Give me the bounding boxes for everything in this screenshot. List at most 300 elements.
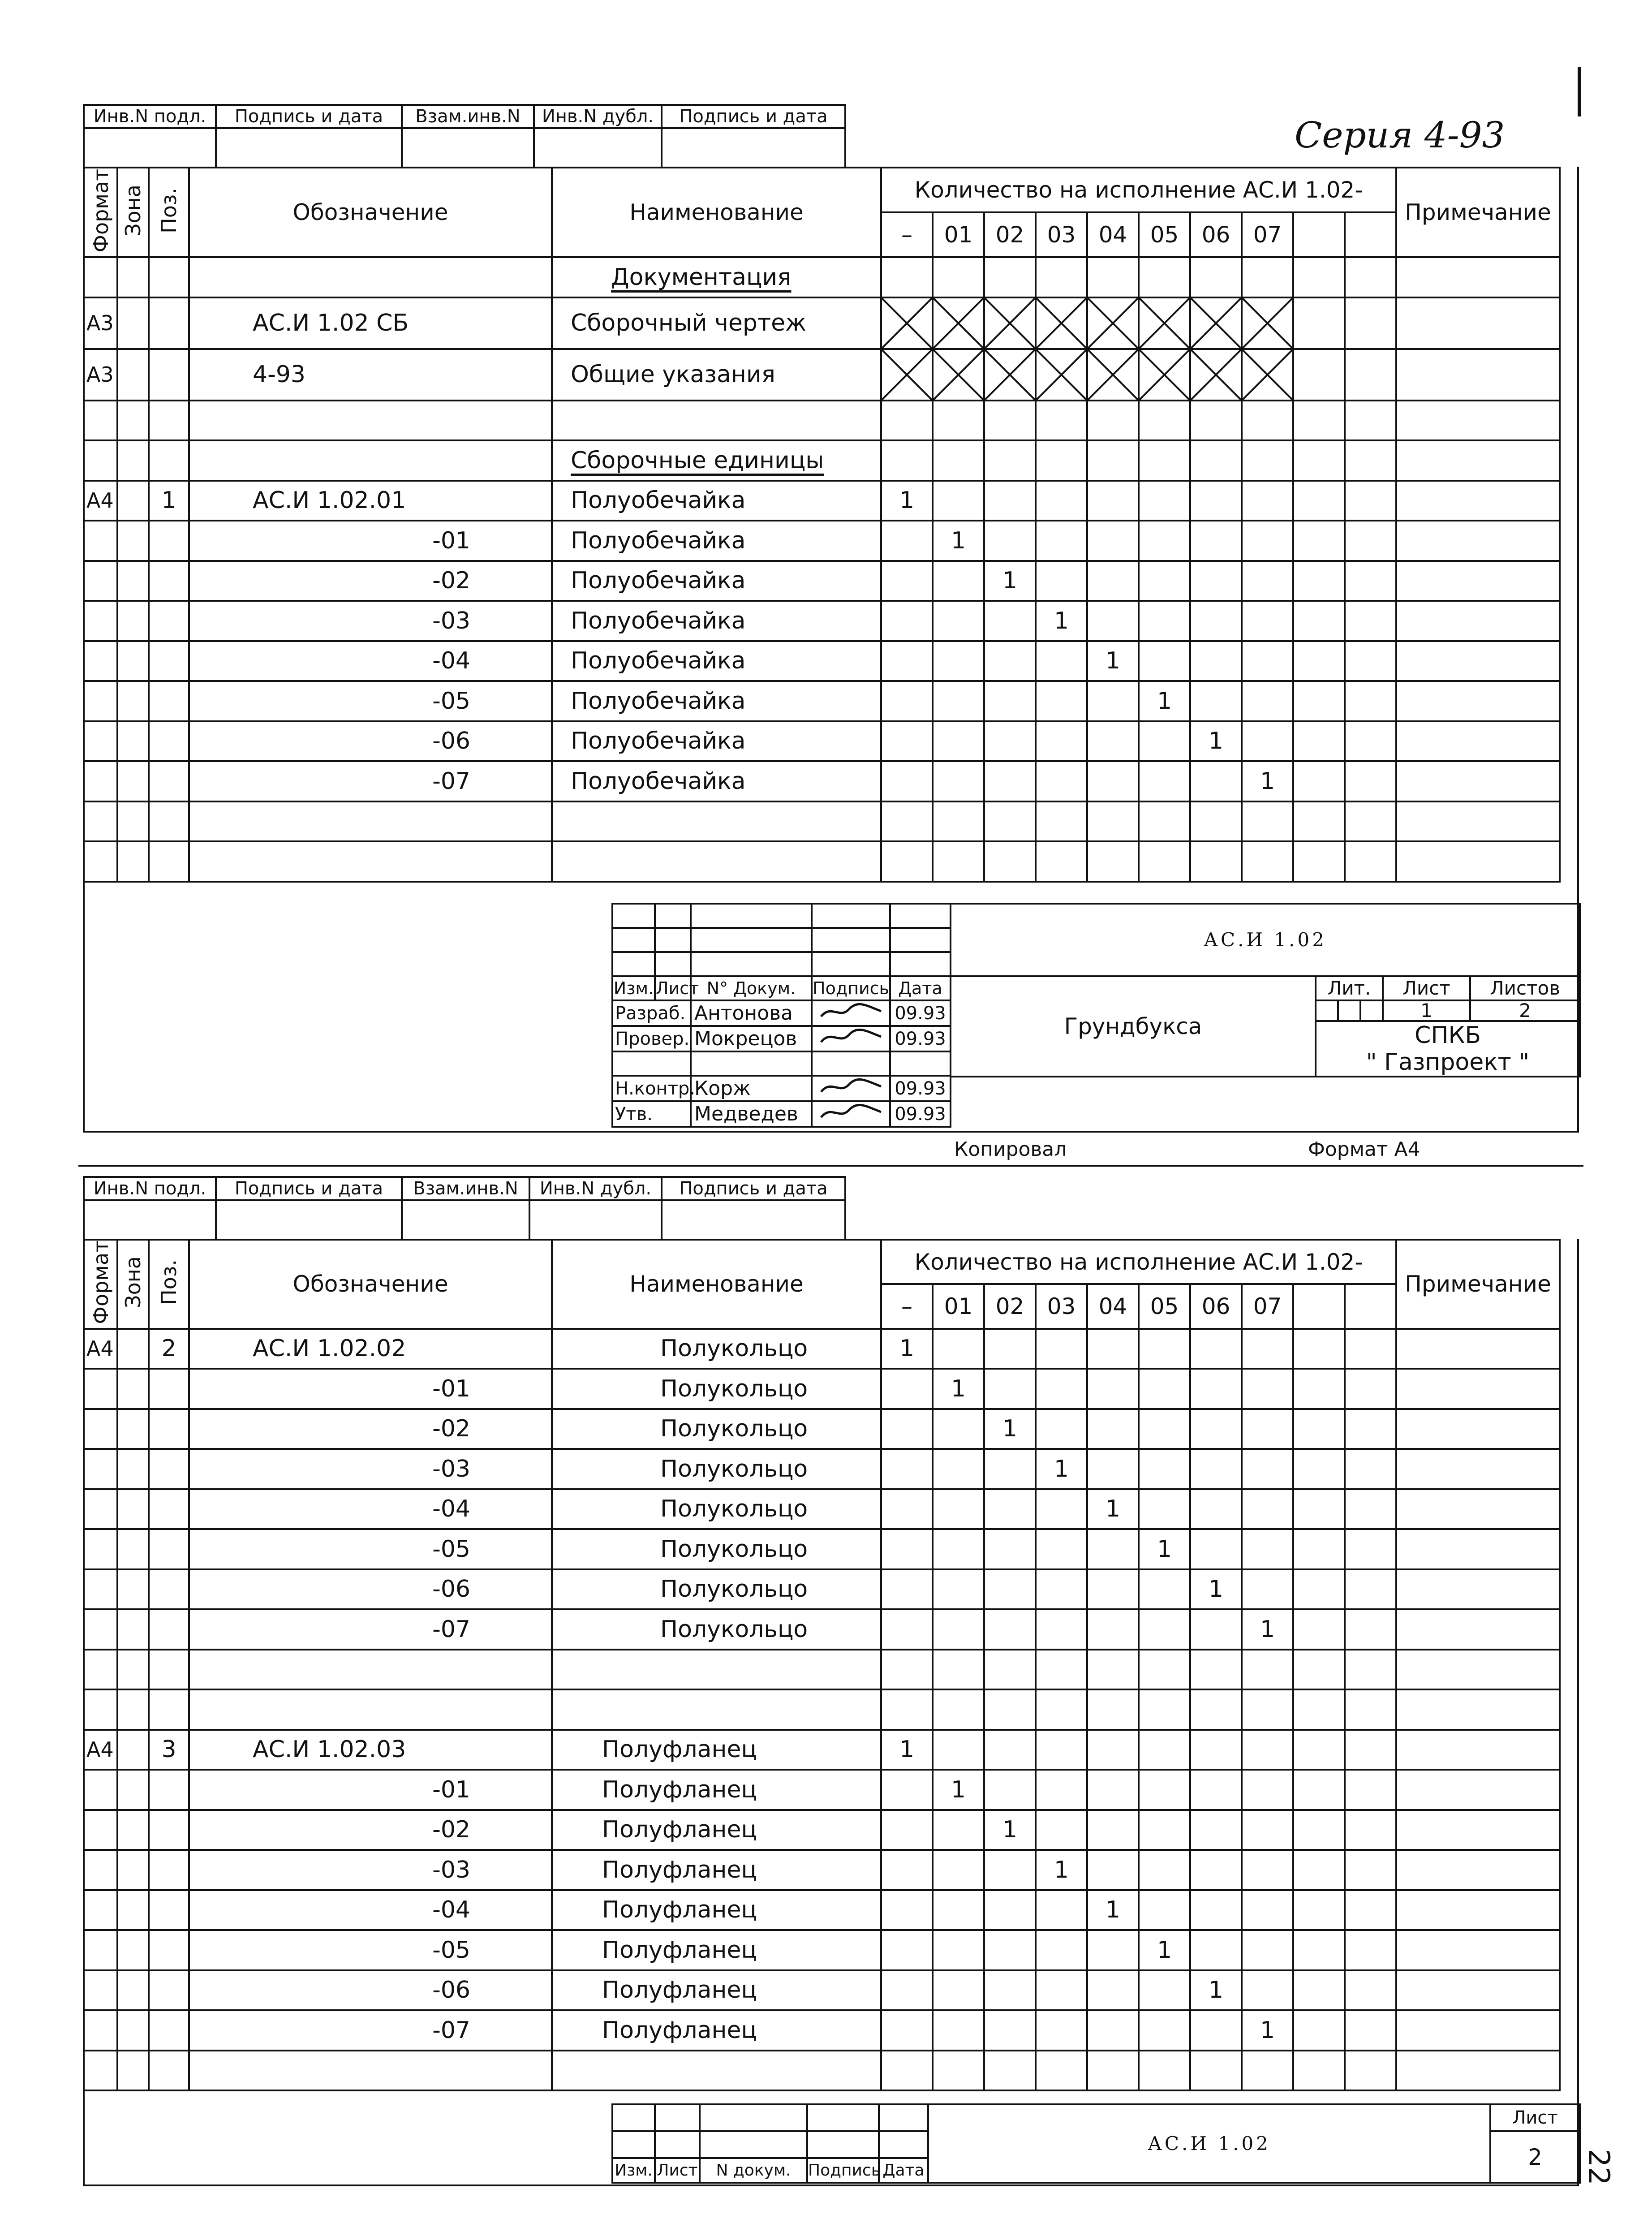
col-qty-0: –: [881, 1284, 933, 1328]
cell-format: А3: [84, 349, 117, 401]
cell-qty-6: [1190, 1850, 1242, 1890]
stamp2-hdr-0: Изм.: [612, 2158, 655, 2183]
cell-qty-3: [1036, 1609, 1087, 1650]
cell-name: [552, 257, 881, 297]
cell-qty-0: [881, 721, 933, 762]
cell-qty-0: [881, 521, 933, 561]
lists-value: 2: [1470, 1000, 1580, 1021]
cell-qty-0: [881, 601, 933, 641]
cell-name: Полуобечайка: [552, 601, 881, 641]
cell-qty-9: [1345, 1730, 1396, 1770]
col-zone: Зона: [117, 1240, 149, 1329]
stamp-date: 09.93: [890, 1000, 951, 1026]
cell-qty-9: [1345, 1569, 1396, 1610]
cell-note: [1396, 1689, 1560, 1730]
cell-qty-4: [1087, 481, 1139, 521]
sheet1-archive-header: [83, 104, 846, 168]
cell-qty-0: [881, 1409, 933, 1449]
cell-designation: -06: [189, 1569, 552, 1610]
cell-pos: [149, 257, 189, 297]
cell-designation: -07: [189, 1609, 552, 1650]
cell-qty-5: [1139, 401, 1190, 441]
cell-designation: АС.И 1.02.01: [189, 481, 552, 521]
cell-qty-5: [1139, 2051, 1190, 2091]
signature: [812, 1026, 890, 1051]
cell-pos: [149, 1770, 189, 1810]
cell-qty-6: 1: [1190, 1569, 1242, 1610]
cross-mark: [985, 298, 1035, 348]
cell-qty-5: [1139, 1369, 1190, 1409]
cell-note: [1396, 440, 1560, 481]
org-line-2: " Газпроект ": [1316, 1049, 1580, 1077]
cell-qty-2: [984, 401, 1036, 441]
stamp-person-name: [691, 1051, 812, 1076]
sheet-separator: [78, 1165, 1583, 1167]
cell-qty-8: [1293, 561, 1345, 601]
stamp-date: 09.93: [890, 1076, 951, 1101]
cell-qty-8: [1293, 1650, 1345, 1690]
cell-qty-3: [1036, 481, 1087, 521]
cell-qty-1: [933, 681, 984, 721]
cell-qty-4: [1087, 297, 1139, 349]
stamp2-hdr-3: Подпись: [807, 2158, 879, 2183]
cell-format: [84, 1890, 117, 1930]
cell-designation: -02: [189, 1810, 552, 1850]
stamp-date: 09.93: [890, 1101, 951, 1127]
cell-qty-0: [881, 1489, 933, 1530]
cell-format: [84, 641, 117, 681]
cell-qty-6: [1190, 681, 1242, 721]
cell-qty-7: [1242, 1569, 1293, 1610]
cell-qty-2: [984, 297, 1036, 349]
cell-qty-7: [1242, 1770, 1293, 1810]
cross-mark: [1243, 298, 1292, 348]
cell-qty-8: [1293, 601, 1345, 641]
cell-qty-9: [1345, 761, 1396, 801]
cell-format: [84, 521, 117, 561]
col-format: Формат: [84, 168, 117, 257]
cell-pos: 2: [149, 1329, 189, 1369]
cell-qty-7: [1242, 521, 1293, 561]
spec-row: [84, 601, 1560, 641]
cell-qty-2: [984, 481, 1036, 521]
col-qty-5: 05: [1139, 1284, 1190, 1328]
cell-designation: -03: [189, 601, 552, 641]
cell-qty-2: [984, 761, 1036, 801]
cell-pos: [149, 1569, 189, 1610]
cell-qty-8: [1293, 761, 1345, 801]
spec-row: [84, 1329, 1560, 1369]
hdr-sign-date-2: Подпись и дата: [662, 105, 845, 128]
section-heading: Документация: [611, 263, 792, 291]
cell-qty-0: [881, 681, 933, 721]
cell-qty-8: [1293, 641, 1345, 681]
cell-pos: [149, 1930, 189, 1970]
spec-row: [84, 2051, 1560, 2091]
cell-qty-3: 1: [1036, 1449, 1087, 1489]
cell-pos: [149, 401, 189, 441]
spec-row: [84, 1529, 1560, 1569]
cell-qty-8: [1293, 1329, 1345, 1369]
cell-zone: [117, 1970, 149, 2011]
spec-row: [84, 401, 1560, 441]
cell-qty-0: [881, 1369, 933, 1409]
cell-qty-2: [984, 349, 1036, 401]
cell-qty-4: [1087, 440, 1139, 481]
cell-name: Полукольцо: [552, 1329, 881, 1369]
cell-qty-4: [1087, 601, 1139, 641]
cell-qty-1: [933, 1850, 984, 1890]
cell-qty-3: [1036, 1810, 1087, 1850]
cell-qty-0: [881, 841, 933, 882]
cell-name: Общие указания: [552, 349, 881, 401]
cell-qty-9: [1345, 841, 1396, 882]
cell-qty-2: [984, 1850, 1036, 1890]
cell-qty-8: [1293, 1569, 1345, 1610]
cell-qty-0: [881, 561, 933, 601]
cell-note: [1396, 2051, 1560, 2091]
cell-qty-1: [933, 1810, 984, 1850]
cell-qty-5: [1139, 1770, 1190, 1810]
cell-qty-3: [1036, 440, 1087, 481]
cell-qty-7: [1242, 1850, 1293, 1890]
cell-qty-6: [1190, 561, 1242, 601]
cell-format: [84, 1650, 117, 1690]
cell-qty-3: [1036, 841, 1087, 882]
cell-qty-8: [1293, 1890, 1345, 1930]
col-designation: Обозначение: [189, 168, 552, 257]
cell-qty-9: [1345, 1890, 1396, 1930]
cell-format: А4: [84, 481, 117, 521]
cross-mark: [1191, 350, 1241, 400]
col-qty-9: [1345, 1284, 1396, 1328]
cell-qty-7: [1242, 1529, 1293, 1569]
cell-qty-7: [1242, 1369, 1293, 1409]
col-qty-7: 07: [1242, 212, 1293, 257]
stamp-hdr-0: Изм.: [612, 976, 655, 1000]
cell-qty-1: [933, 841, 984, 882]
cell-qty-9: [1345, 801, 1396, 842]
cell-designation: 4-93: [189, 349, 552, 401]
cell-qty-2: 1: [984, 561, 1036, 601]
col-qty-4: 04: [1087, 1284, 1139, 1328]
cell-pos: [149, 1890, 189, 1930]
cell-qty-0: [881, 349, 933, 401]
spec-row: [84, 641, 1560, 681]
cell-note: [1396, 297, 1560, 349]
spec-row: [84, 1810, 1560, 1850]
cell-qty-2: [984, 440, 1036, 481]
cell-qty-8: [1293, 1529, 1345, 1569]
product-title: Грундбукса: [951, 976, 1316, 1077]
hdr-inv-dubl: Инв.N дубл.: [534, 105, 662, 128]
cell-qty-6: [1190, 2010, 1242, 2051]
spec-row: [84, 1369, 1560, 1409]
cell-qty-5: 1: [1139, 681, 1190, 721]
signature: [812, 1076, 890, 1101]
cell-qty-7: [1242, 349, 1293, 401]
cell-zone: [117, 297, 149, 349]
col-qty-8: [1293, 212, 1345, 257]
spec-row: [84, 297, 1560, 349]
cell-qty-4: [1087, 1850, 1139, 1890]
cell-name: Полуобечайка: [552, 761, 881, 801]
cell-qty-7: [1242, 1650, 1293, 1690]
cell-qty-4: [1087, 801, 1139, 842]
cell-qty-4: [1087, 257, 1139, 297]
col-format: Формат: [84, 1240, 117, 1329]
cell-qty-7: [1242, 1970, 1293, 2011]
cell-qty-6: [1190, 1689, 1242, 1730]
cell-format: А4: [84, 1329, 117, 1369]
cell-qty-6: [1190, 440, 1242, 481]
cell-qty-9: [1345, 721, 1396, 762]
cell-format: [84, 2010, 117, 2051]
stamp2-hdr-1: Лист: [655, 2158, 700, 2183]
signature-scribble: [817, 1077, 885, 1097]
cell-qty-5: [1139, 721, 1190, 762]
cell-pos: [149, 1449, 189, 1489]
stamp-person-name: Медведев: [691, 1101, 812, 1127]
cell-format: [84, 721, 117, 762]
cell-qty-3: [1036, 2010, 1087, 2051]
cell-qty-5: [1139, 1850, 1190, 1890]
cell-qty-1: [933, 1609, 984, 1650]
cell-qty-2: [984, 1609, 1036, 1650]
cell-qty-0: [881, 257, 933, 297]
cross-mark: [985, 350, 1035, 400]
cell-qty-3: [1036, 1569, 1087, 1610]
cell-format: [84, 841, 117, 882]
cell-qty-3: [1036, 761, 1087, 801]
cell-format: [84, 681, 117, 721]
cell-qty-2: [984, 801, 1036, 842]
spec-row: [84, 1930, 1560, 1970]
spec-row: [84, 1609, 1560, 1650]
cell-qty-5: [1139, 349, 1190, 401]
cell-format: [84, 1689, 117, 1730]
cell-qty-4: [1087, 521, 1139, 561]
cell-format: [84, 401, 117, 441]
list-label-2: Лист: [1490, 2104, 1580, 2131]
spec-row: [84, 1970, 1560, 2011]
cell-qty-3: [1036, 521, 1087, 561]
cell-qty-8: [1293, 1409, 1345, 1449]
cell-qty-0: [881, 2051, 933, 2091]
cell-qty-7: [1242, 721, 1293, 762]
cell-qty-3: [1036, 721, 1087, 762]
cell-qty-8: [1293, 1810, 1345, 1850]
col-qty-8: [1293, 1284, 1345, 1328]
cell-qty-3: [1036, 1930, 1087, 1970]
cell-qty-8: [1293, 401, 1345, 441]
cell-designation: [189, 257, 552, 297]
cell-pos: [149, 349, 189, 401]
cross-mark: [1140, 350, 1189, 400]
cell-qty-7: [1242, 481, 1293, 521]
cell-qty-1: [933, 761, 984, 801]
spec-row: [84, 561, 1560, 601]
col-qty-3: 03: [1036, 212, 1087, 257]
cross-mark: [1037, 298, 1086, 348]
cell-qty-4: [1087, 349, 1139, 401]
cross-mark: [1191, 298, 1241, 348]
cell-qty-1: [933, 1569, 984, 1610]
cell-format: [84, 761, 117, 801]
cell-qty-5: [1139, 641, 1190, 681]
col-qty-title: Количество на исполнение АС.И 1.02-: [881, 168, 1396, 212]
cell-qty-6: [1190, 349, 1242, 401]
cell-qty-8: [1293, 1770, 1345, 1810]
cell-note: [1396, 1489, 1560, 1530]
cell-zone: [117, 601, 149, 641]
cell-qty-4: [1087, 1810, 1139, 1850]
cell-qty-7: [1242, 257, 1293, 297]
cell-qty-0: [881, 1770, 933, 1810]
cell-format: [84, 257, 117, 297]
cell-qty-7: 1: [1242, 761, 1293, 801]
hdr2-vzam-inv: Взам.инв.N: [402, 1177, 529, 1200]
cell-qty-6: [1190, 1890, 1242, 1930]
spec-row: [84, 2010, 1560, 2051]
stamp-hdr-4: Дата: [890, 976, 951, 1000]
cell-qty-6: [1190, 1449, 1242, 1489]
cell-qty-4: [1087, 1369, 1139, 1409]
cell-pos: [149, 641, 189, 681]
cell-name: Полукольцо: [552, 1409, 881, 1449]
cell-qty-6: [1190, 1369, 1242, 1409]
cell-format: [84, 801, 117, 842]
cross-mark: [934, 350, 983, 400]
cell-qty-2: [984, 257, 1036, 297]
cell-qty-1: 1: [933, 1770, 984, 1810]
cell-pos: [149, 2051, 189, 2091]
hdr2-inv-dubl: Инв.N дубл.: [529, 1177, 662, 1200]
cell-zone: [117, 1609, 149, 1650]
cell-note: [1396, 257, 1560, 297]
cell-designation: АС.И 1.02 СБ: [189, 297, 552, 349]
cell-qty-8: [1293, 257, 1345, 297]
spec-row: [84, 841, 1560, 882]
cell-qty-8: [1293, 1970, 1345, 2011]
cell-note: [1396, 1369, 1560, 1409]
sheet1-bottom-rule: [83, 1131, 1579, 1133]
cell-qty-5: [1139, 1329, 1190, 1369]
cell-format: [84, 1489, 117, 1530]
spec-row: [84, 1489, 1560, 1530]
cell-qty-9: [1345, 641, 1396, 681]
cell-qty-2: [984, 1770, 1036, 1810]
cell-qty-7: [1242, 641, 1293, 681]
cell-qty-5: [1139, 1609, 1190, 1650]
cell-qty-9: [1345, 401, 1396, 441]
cell-format: [84, 1930, 117, 1970]
cell-qty-4: [1087, 841, 1139, 882]
cell-qty-6: [1190, 1810, 1242, 1850]
cell-qty-6: [1190, 2051, 1242, 2091]
cell-qty-9: [1345, 1609, 1396, 1650]
cell-note: [1396, 2010, 1560, 2051]
cell-zone: [117, 1529, 149, 1569]
col-name: Наименование: [552, 1240, 881, 1329]
cell-qty-9: [1345, 257, 1396, 297]
cell-zone: [117, 2051, 149, 2091]
col-qty-1: 01: [933, 1284, 984, 1328]
cell-qty-2: [984, 601, 1036, 641]
cell-qty-2: [984, 1689, 1036, 1730]
cell-name: Полуобечайка: [552, 641, 881, 681]
list-value-2: 2: [1490, 2131, 1580, 2183]
cell-qty-0: [881, 1609, 933, 1650]
cell-qty-8: [1293, 481, 1345, 521]
cell-qty-6: [1190, 1650, 1242, 1690]
cell-qty-1: 1: [933, 1369, 984, 1409]
cell-qty-0: [881, 1689, 933, 1730]
lists-label: Листов: [1470, 976, 1580, 1000]
cell-qty-7: 1: [1242, 1609, 1293, 1650]
signature: [812, 1101, 890, 1127]
cell-qty-0: [881, 1569, 933, 1610]
cell-qty-3: [1036, 681, 1087, 721]
cell-qty-5: [1139, 481, 1190, 521]
doc-code-2: АС.И 1.02: [928, 2104, 1490, 2183]
cell-pos: [149, 1810, 189, 1850]
cell-designation: [189, 1650, 552, 1690]
cell-zone: [117, 521, 149, 561]
cell-designation: -06: [189, 1970, 552, 2011]
cell-name: [552, 1689, 881, 1730]
cell-qty-5: [1139, 601, 1190, 641]
cell-designation: [189, 2051, 552, 2091]
corner-mark: [1578, 67, 1581, 116]
cell-qty-3: [1036, 1409, 1087, 1449]
hdr-vzam-inv: Взам.инв.N: [402, 105, 534, 128]
cell-qty-9: [1345, 297, 1396, 349]
cell-qty-5: [1139, 1890, 1190, 1930]
cell-qty-6: [1190, 1329, 1242, 1369]
cell-qty-0: [881, 1930, 933, 1970]
spec-row: [84, 481, 1560, 521]
spec-row: [84, 1449, 1560, 1489]
cell-qty-5: [1139, 1449, 1190, 1489]
cell-qty-3: [1036, 349, 1087, 401]
cell-designation: [189, 401, 552, 441]
cell-qty-0: [881, 1650, 933, 1690]
spec-row: [84, 521, 1560, 561]
cross-mark: [882, 298, 932, 348]
cell-note: [1396, 1449, 1560, 1489]
cell-qty-7: [1242, 1489, 1293, 1530]
col-designation: Обозначение: [189, 1240, 552, 1329]
cell-qty-4: [1087, 761, 1139, 801]
cell-qty-9: [1345, 1689, 1396, 1730]
cell-note: [1396, 521, 1560, 561]
cell-qty-3: [1036, 1689, 1087, 1730]
cell-name: Полуобечайка: [552, 561, 881, 601]
cell-qty-8: [1293, 1369, 1345, 1409]
cell-qty-4: [1087, 561, 1139, 601]
cell-qty-2: [984, 1489, 1036, 1530]
cell-qty-4: [1087, 1449, 1139, 1489]
series-note: Серия 4-93: [1295, 114, 1505, 156]
cell-pos: [149, 1409, 189, 1449]
signature-scribble: [817, 1027, 885, 1047]
cell-qty-0: [881, 1810, 933, 1850]
cell-pos: [149, 1850, 189, 1890]
cell-qty-1: [933, 1930, 984, 1970]
stamp-role: [612, 1051, 691, 1076]
cell-qty-2: [984, 1369, 1036, 1409]
